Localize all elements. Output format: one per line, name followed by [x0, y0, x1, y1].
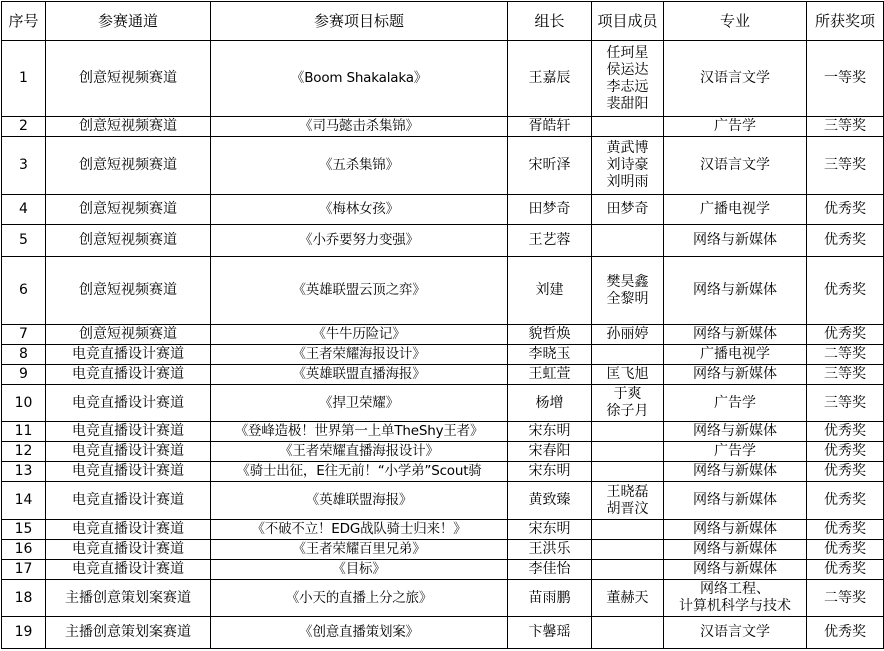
cell-leader: 宋昕泽 — [508, 137, 592, 195]
major-name: 汉语言文学 — [700, 157, 770, 173]
cell-leader: 田梦奇 — [508, 195, 592, 225]
member-name: 董赫天 — [606, 589, 649, 606]
cell-major — [664, 580, 807, 617]
cell-track: 创意短视频赛道 — [46, 41, 211, 117]
cell-no: 9 — [2, 365, 46, 385]
major-name: 网络与新媒体 — [693, 326, 777, 342]
member-name: 樊昊鑫 — [606, 273, 649, 290]
cell-members — [592, 385, 664, 422]
cell-no: 1 — [2, 41, 46, 117]
cell-members — [592, 482, 664, 520]
cell-no: 2 — [2, 117, 46, 137]
cell-leader: 宋东明 — [508, 462, 592, 482]
cell-members — [592, 560, 664, 580]
major-name: 网络与新媒体 — [693, 492, 777, 508]
cell-title: 《不破不立！EDG战队骑士归来！》 — [211, 520, 508, 540]
cell-members — [592, 117, 664, 137]
table-row — [2, 482, 884, 520]
table-row — [2, 225, 884, 257]
cell-major — [664, 442, 807, 462]
cell-award: 优秀奖 — [807, 195, 884, 225]
cell-leader: 宋东明 — [508, 422, 592, 442]
cell-award: 三等奖 — [807, 385, 884, 422]
major-name: 网络与新媒体 — [693, 561, 777, 577]
member-name: 胡晋汶 — [606, 500, 649, 517]
cell-track: 创意短视频赛道 — [46, 195, 211, 225]
cell-no: 11 — [2, 422, 46, 442]
member-name: 匡飞旭 — [606, 366, 649, 382]
cell-leader: 王洪乐 — [508, 540, 592, 560]
table-row — [2, 137, 884, 195]
cell-major — [664, 520, 807, 540]
member-name: 任珂星 — [606, 44, 649, 61]
cell-award: 优秀奖 — [807, 325, 884, 345]
table-row — [2, 117, 884, 137]
cell-track: 电竞直播设计赛道 — [46, 540, 211, 560]
member-name: 侯运达 — [606, 61, 649, 78]
cell-no: 4 — [2, 195, 46, 225]
table-row — [2, 540, 884, 560]
member-name: 全黎明 — [606, 290, 649, 307]
cell-track: 创意短视频赛道 — [46, 137, 211, 195]
cell-track: 电竞直播设计赛道 — [46, 365, 211, 385]
cell-members — [592, 422, 664, 442]
cell-track: 创意短视频赛道 — [46, 225, 211, 257]
cell-members — [592, 257, 664, 325]
awards-table — [1, 1, 884, 649]
header-row — [2, 2, 884, 41]
cell-track: 主播创意策划案赛道 — [46, 617, 211, 649]
member-name: 刘明雨 — [606, 174, 649, 190]
major-name: 网络与新媒体 — [693, 282, 777, 298]
cell-major — [664, 560, 807, 580]
cell-award: 优秀奖 — [807, 540, 884, 560]
cell-track: 电竞直播设计赛道 — [46, 482, 211, 520]
cell-major — [664, 41, 807, 117]
cell-members — [592, 195, 664, 225]
cell-award: 优秀奖 — [807, 617, 884, 649]
cell-no: 7 — [2, 325, 46, 345]
cell-leader: 黄致臻 — [508, 482, 592, 520]
major-name: 广播电视学 — [700, 201, 770, 217]
cell-leader: 王虹萱 — [508, 365, 592, 385]
major-name: 广告学 — [714, 118, 756, 134]
table-row — [2, 617, 884, 649]
cell-no: 5 — [2, 225, 46, 257]
cell-members — [592, 617, 664, 649]
major-name: 广告学 — [714, 394, 756, 411]
table-row — [2, 345, 884, 365]
major-name: 网络与新媒体 — [693, 366, 777, 382]
major-name: 广告学 — [714, 443, 756, 459]
cell-award: 优秀奖 — [807, 257, 884, 325]
cell-major — [664, 117, 807, 137]
cell-title: 《司马懿击杀集锦》 — [211, 117, 508, 137]
cell-major — [664, 257, 807, 325]
cell-track: 主播创意策划案赛道 — [46, 580, 211, 617]
cell-no: 10 — [2, 385, 46, 422]
cell-major — [664, 385, 807, 422]
cell-leader: 苗雨鹏 — [508, 580, 592, 617]
cell-no: 13 — [2, 462, 46, 482]
header-major: 专业 — [664, 2, 807, 41]
cell-award: 三等奖 — [807, 365, 884, 385]
cell-title: 《小乔要努力变强》 — [211, 225, 508, 257]
cell-title: 《英雄联盟直播海报》 — [211, 365, 508, 385]
cell-major — [664, 617, 807, 649]
table-row — [2, 195, 884, 225]
cell-leader: 刘建 — [508, 257, 592, 325]
cell-major — [664, 422, 807, 442]
cell-track: 电竞直播设计赛道 — [46, 345, 211, 365]
cell-track: 电竞直播设计赛道 — [46, 560, 211, 580]
cell-award: 优秀奖 — [807, 462, 884, 482]
cell-leader: 宋春阳 — [508, 442, 592, 462]
cell-leader: 宋东明 — [508, 520, 592, 540]
header-members: 项目成员 — [592, 2, 664, 41]
table-row — [2, 41, 884, 117]
cell-track: 电竞直播设计赛道 — [46, 442, 211, 462]
cell-no: 19 — [2, 617, 46, 649]
cell-major — [664, 462, 807, 482]
cell-major — [664, 137, 807, 195]
cell-award: 优秀奖 — [807, 520, 884, 540]
cell-title: 《Boom Shakalaka》 — [211, 41, 508, 117]
table-row — [2, 385, 884, 422]
cell-title: 《王者荣耀直播海报设计》 — [211, 442, 508, 462]
cell-major — [664, 345, 807, 365]
cell-track: 电竞直播设计赛道 — [46, 422, 211, 442]
cell-major — [664, 482, 807, 520]
table-row — [2, 365, 884, 385]
cell-major — [664, 365, 807, 385]
member-name: 田梦奇 — [606, 201, 649, 217]
cell-title: 《创意直播策划案》 — [211, 617, 508, 649]
cell-leader: 胥皓轩 — [508, 117, 592, 137]
major-name: 网络与新媒体 — [693, 463, 777, 479]
cell-leader: 王艺蓉 — [508, 225, 592, 257]
major-name: 汉语言文学 — [700, 70, 770, 86]
cell-title: 《王者荣耀海报设计》 — [211, 345, 508, 365]
cell-title: 《梅林女孩》 — [211, 195, 508, 225]
cell-no: 17 — [2, 560, 46, 580]
cell-track: 电竞直播设计赛道 — [46, 462, 211, 482]
cell-track: 创意短视频赛道 — [46, 325, 211, 345]
major-name: 网络与新媒体 — [693, 232, 777, 248]
header-title: 参赛项目标题 — [211, 2, 508, 41]
cell-track: 创意短视频赛道 — [46, 257, 211, 325]
cell-no: 3 — [2, 137, 46, 195]
table-row — [2, 422, 884, 442]
cell-award: 三等奖 — [807, 117, 884, 137]
cell-award: 优秀奖 — [807, 225, 884, 257]
cell-leader: 王嘉辰 — [508, 41, 592, 117]
cell-title: 《骑士出征，E往无前！“小学弟”Scout骑 — [211, 462, 508, 482]
cell-members — [592, 520, 664, 540]
table-row — [2, 257, 884, 325]
table-row — [2, 520, 884, 540]
table-row — [2, 560, 884, 580]
cell-members — [592, 41, 664, 117]
major-name: 网络工程、 — [700, 581, 770, 597]
cell-members — [592, 325, 664, 345]
cell-members — [592, 137, 664, 195]
cell-title: 《小天的直播上分之旅》 — [211, 580, 508, 617]
cell-award: 三等奖 — [807, 137, 884, 195]
cell-title: 《英雄联盟海报》 — [211, 482, 508, 520]
major-name: 计算机科学与技术 — [679, 598, 791, 614]
header-leader: 组长 — [508, 2, 592, 41]
cell-no: 15 — [2, 520, 46, 540]
cell-track: 电竞直播设计赛道 — [46, 520, 211, 540]
cell-major — [664, 225, 807, 257]
table-header — [2, 2, 884, 41]
major-name: 广播电视学 — [700, 346, 770, 362]
cell-members — [592, 540, 664, 560]
cell-award: 优秀奖 — [807, 422, 884, 442]
table-row — [2, 580, 884, 617]
cell-no: 6 — [2, 257, 46, 325]
cell-title: 《五杀集锦》 — [211, 137, 508, 195]
cell-title: 《英雄联盟云顶之弈》 — [211, 257, 508, 325]
member-name: 王晓磊 — [606, 483, 649, 500]
table-row — [2, 462, 884, 482]
cell-track: 电竞直播设计赛道 — [46, 385, 211, 422]
major-name: 网络与新媒体 — [693, 541, 777, 557]
major-name: 网络与新媒体 — [693, 423, 777, 439]
major-name: 汉语言文学 — [700, 624, 770, 640]
cell-members — [592, 225, 664, 257]
cell-members — [592, 580, 664, 617]
cell-leader: 卞馨瑶 — [508, 617, 592, 649]
member-name: 李志远 — [606, 78, 649, 95]
cell-members — [592, 442, 664, 462]
cell-title: 《牛牛历险记》 — [211, 325, 508, 345]
cell-track: 创意短视频赛道 — [46, 117, 211, 137]
cell-award: 优秀奖 — [807, 482, 884, 520]
header-track: 参赛通道 — [46, 2, 211, 41]
header-no: 序号 — [2, 2, 46, 41]
cell-leader: 杨增 — [508, 385, 592, 422]
table-row — [2, 325, 884, 345]
table-body — [2, 41, 884, 649]
cell-award: 优秀奖 — [807, 442, 884, 462]
cell-members — [592, 365, 664, 385]
cell-no: 8 — [2, 345, 46, 365]
cell-leader: 李佳怡 — [508, 560, 592, 580]
member-name: 徐子月 — [606, 403, 649, 419]
cell-no: 18 — [2, 580, 46, 617]
member-name: 于爽 — [613, 386, 642, 402]
header-award: 所获奖项 — [807, 2, 884, 41]
cell-title: 《目标》 — [211, 560, 508, 580]
member-name: 黄武博 — [606, 140, 649, 156]
cell-major — [664, 540, 807, 560]
cell-no: 12 — [2, 442, 46, 462]
cell-no: 14 — [2, 482, 46, 520]
member-name: 裴甜阳 — [606, 95, 649, 112]
cell-award: 二等奖 — [807, 580, 884, 617]
cell-leader: 李晓玉 — [508, 345, 592, 365]
cell-title: 《登峰造极！世界第一上单TheShy王者》 — [211, 422, 508, 442]
cell-title: 《王者荣耀百里兄弟》 — [211, 540, 508, 560]
cell-no: 16 — [2, 540, 46, 560]
cell-members — [592, 462, 664, 482]
cell-award: 一等奖 — [807, 41, 884, 117]
cell-award: 二等奖 — [807, 345, 884, 365]
cell-award: 优秀奖 — [807, 560, 884, 580]
major-name: 网络与新媒体 — [693, 521, 777, 537]
member-name: 刘诗豪 — [606, 157, 649, 173]
cell-leader: 貌哲焕 — [508, 325, 592, 345]
member-name: 孙丽婷 — [606, 326, 649, 342]
cell-members — [592, 345, 664, 365]
cell-major — [664, 195, 807, 225]
cell-title: 《捍卫荣耀》 — [211, 385, 508, 422]
table-row — [2, 442, 884, 462]
cell-major — [664, 325, 807, 345]
